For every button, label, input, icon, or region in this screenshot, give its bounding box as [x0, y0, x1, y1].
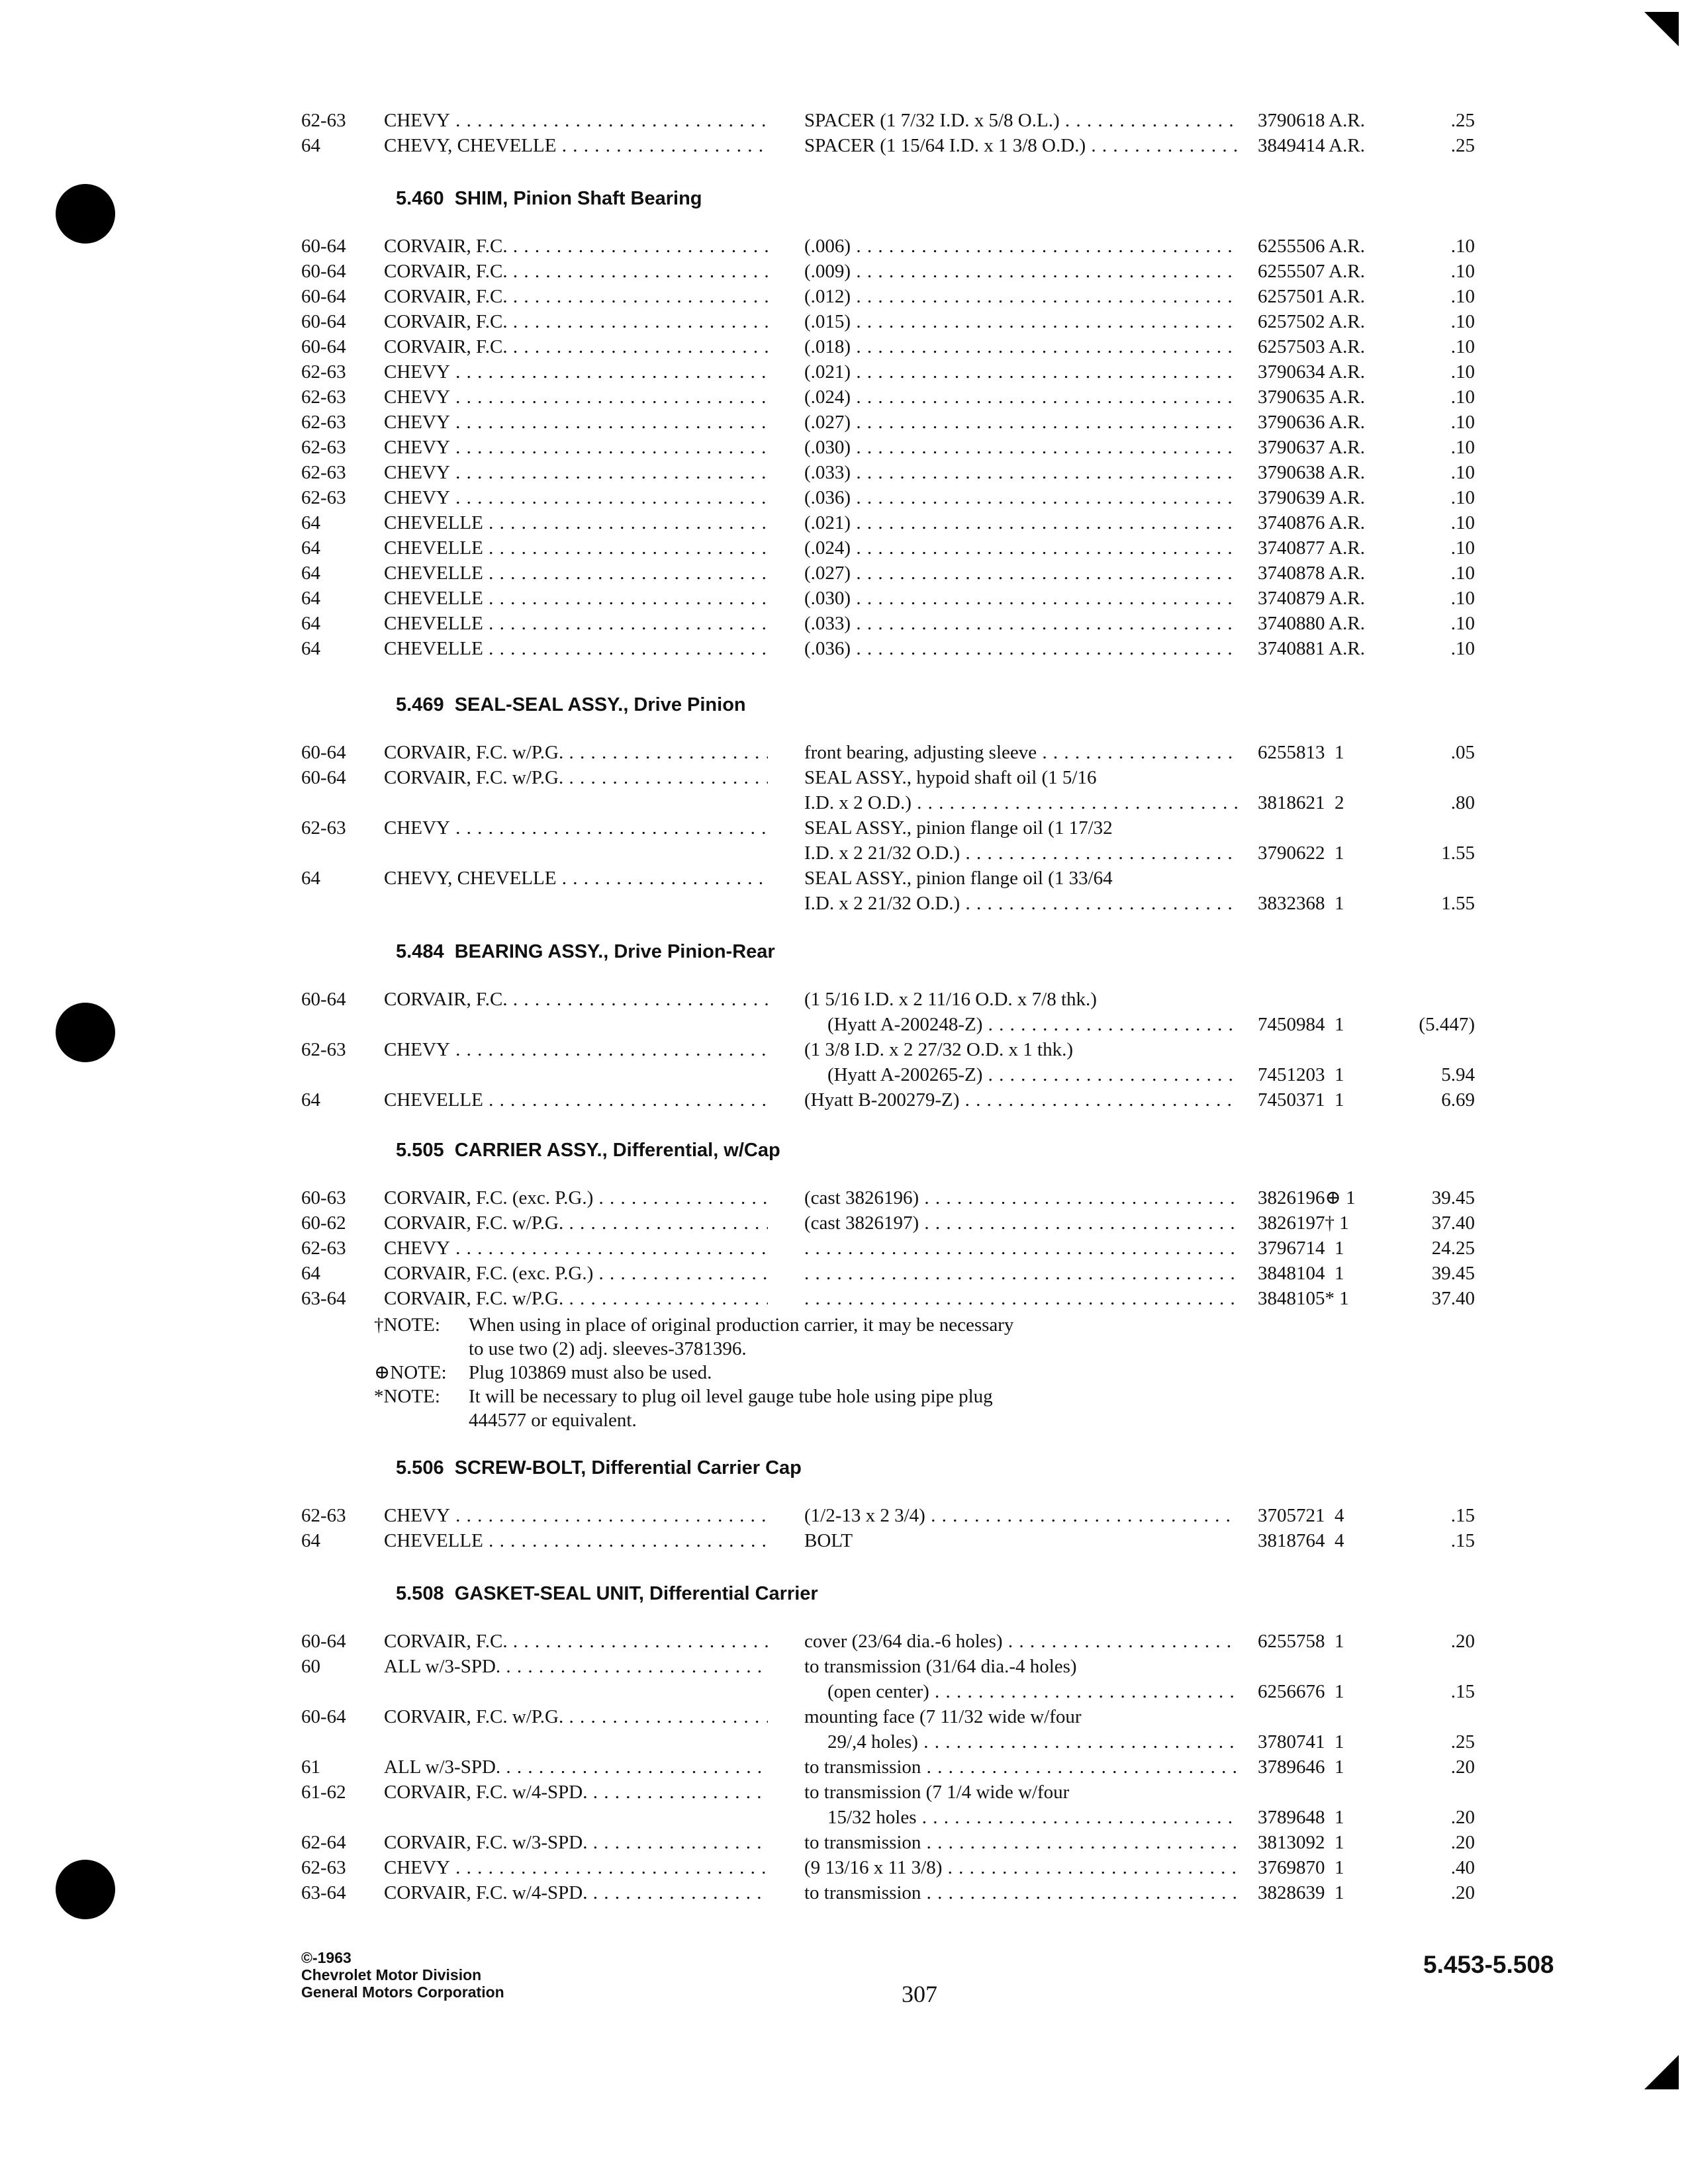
year-cell: 64	[301, 1530, 320, 1551]
model-cell: CHEVELLE . . .	[384, 635, 768, 662]
model-cell: ALL w/3-SPD. . . .	[384, 1653, 768, 1680]
model-cell: ALL w/3-SPD. . . .	[384, 1754, 768, 1780]
table-row	[0, 560, 1688, 586]
description-cell: (.012) . . .	[804, 283, 1238, 310]
table-row	[0, 585, 1688, 612]
year-cell: 64	[301, 1089, 320, 1111]
model-cell: CHEVY . . .	[384, 484, 768, 511]
year-cell: 60-64	[301, 336, 346, 357]
price-cell: .80	[1450, 792, 1475, 813]
description-cell: (1 3/8 I.D. x 2 27/32 O.D. x 1 thk.)	[804, 1039, 1073, 1060]
model-cell: CHEVY, CHEVELLE . . .	[384, 865, 768, 891]
year-cell: 62-63	[301, 1238, 346, 1259]
price-cell: .25	[1450, 1731, 1475, 1752]
section-heading: 5.469 SEAL-SEAL ASSY., Drive Pinion	[396, 694, 746, 715]
description-cell: I.D. x 2 21/32 O.D.) . . .	[804, 890, 1238, 917]
table-row	[0, 359, 1688, 385]
year-cell: 64	[301, 135, 320, 156]
part-number-cell: 3813092 1	[1258, 1832, 1344, 1853]
table-row	[0, 865, 1688, 891]
price-cell: .05	[1450, 742, 1475, 763]
price-cell: .10	[1450, 412, 1475, 433]
price-cell: 37.40	[1431, 1288, 1475, 1309]
part-number-cell: 3826197† 1	[1258, 1212, 1349, 1234]
year-cell: 62-63	[301, 387, 346, 408]
description-cell: 29/,4 holes) . . .	[827, 1729, 1238, 1755]
year-cell: 60-64	[301, 236, 346, 257]
table-row	[0, 1653, 1688, 1680]
price-cell: .15	[1450, 1530, 1475, 1551]
year-cell: 64	[301, 563, 320, 584]
table-row	[0, 233, 1688, 259]
model-cell: CHEVELLE . . .	[384, 510, 768, 536]
part-number-cell: 3789648 1	[1258, 1807, 1344, 1828]
price-cell: .10	[1450, 487, 1475, 508]
part-number-cell: 3705721 4	[1258, 1505, 1344, 1526]
table-row	[0, 1011, 1688, 1038]
year-cell: 64	[301, 868, 320, 889]
model-cell: CHEVY . . .	[384, 459, 768, 486]
table-row	[0, 1185, 1688, 1211]
table-row	[0, 258, 1688, 285]
model-cell: CHEVY . . .	[384, 107, 768, 134]
year-cell: 64	[301, 613, 320, 634]
description-cell	[804, 1235, 1238, 1261]
description-cell: (.021) . . .	[804, 359, 1238, 385]
year-cell: 60-62	[301, 1212, 346, 1234]
table-row	[0, 409, 1688, 435]
model-cell: CHEVY . . .	[384, 1502, 768, 1529]
part-number-cell: 3790635 A.R.	[1258, 387, 1365, 408]
price-cell: .10	[1450, 512, 1475, 533]
model-cell: CHEVELLE . . .	[384, 585, 768, 612]
note-text: It will be necessary to plug oil level gauge tube hole using pipe plug	[469, 1386, 993, 1407]
part-number-cell: 3790622 1	[1258, 842, 1344, 864]
price-cell: .10	[1450, 236, 1475, 257]
part-number-cell: 3789646 1	[1258, 1756, 1344, 1778]
year-cell: 62-63	[301, 361, 346, 383]
table-row	[0, 283, 1688, 310]
part-number-cell: 6257503 A.R.	[1258, 336, 1365, 357]
table-row	[0, 1062, 1688, 1088]
part-number-cell: 6255506 A.R.	[1258, 236, 1365, 257]
section-heading: 5.484 BEARING ASSY., Drive Pinion-Rear	[396, 941, 775, 962]
model-cell: CORVAIR, F.C. w/4-SPD. . . .	[384, 1779, 768, 1805]
price-cell: 24.25	[1431, 1238, 1475, 1259]
model-cell: CORVAIR, F.C. w/P.G. . . .	[384, 1285, 768, 1312]
corner-mark-top-right	[1644, 12, 1679, 46]
price-cell: .10	[1450, 613, 1475, 634]
year-cell: 63-64	[301, 1882, 346, 1903]
price-cell: .15	[1450, 1681, 1475, 1702]
model-cell: CHEVY . . .	[384, 1235, 768, 1261]
description-cell: SEAL ASSY., pinion flange oil (1 17/32	[804, 817, 1113, 839]
part-number-cell: 6256676 1	[1258, 1681, 1344, 1702]
price-cell: .20	[1450, 1882, 1475, 1903]
part-number-cell: 3740876 A.R.	[1258, 512, 1365, 533]
model-cell: CORVAIR, F.C. w/4-SPD. . . .	[384, 1880, 768, 1906]
description-cell: (.006) . . .	[804, 233, 1238, 259]
year-cell: 60-64	[301, 742, 346, 763]
year-cell: 64	[301, 638, 320, 659]
description-cell	[804, 1285, 1238, 1312]
table-row	[0, 1502, 1688, 1529]
price-cell: 37.40	[1431, 1212, 1475, 1234]
description-cell: SEAL ASSY., hypoid shaft oil (1 5/16	[804, 767, 1097, 788]
section-heading: 5.508 GASKET-SEAL UNIT, Differential Carrier	[396, 1583, 818, 1604]
description-cell: (cast 3826197) . . .	[804, 1210, 1238, 1236]
part-number-cell: 3849414 A.R.	[1258, 135, 1365, 156]
part-number-cell: 3790637 A.R.	[1258, 437, 1365, 458]
price-cell: .25	[1450, 110, 1475, 131]
table-row	[0, 132, 1688, 159]
description-cell: BOLT	[804, 1530, 853, 1551]
price-cell: .20	[1450, 1631, 1475, 1652]
description-cell: (1/2-13 x 2 3/4) . . .	[804, 1502, 1238, 1529]
description-cell: (open center) . . .	[827, 1678, 1238, 1705]
section-heading: 5.460 SHIM, Pinion Shaft Bearing	[396, 188, 702, 209]
price-cell: .10	[1450, 286, 1475, 307]
description-cell: front bearing, adjusting sleeve . . .	[804, 739, 1238, 766]
part-number-cell: 3790634 A.R.	[1258, 361, 1365, 383]
page-number: 307	[902, 1981, 937, 2007]
corner-mark-bottom-right	[1644, 2055, 1679, 2089]
model-cell: CORVAIR, F.C. (exc. P.G.) . . .	[384, 1260, 768, 1287]
part-number-cell: 6255507 A.R.	[1258, 261, 1365, 282]
table-row	[0, 510, 1688, 536]
price-cell: 39.45	[1431, 1187, 1475, 1208]
table-row	[0, 986, 1688, 1013]
description-cell: (.027) . . .	[804, 409, 1238, 435]
table-row	[0, 1754, 1688, 1780]
part-number-cell: 3848105* 1	[1258, 1288, 1349, 1309]
division-name: Chevrolet Motor Division	[301, 1966, 482, 1983]
table-row	[0, 739, 1688, 766]
table-row	[0, 790, 1688, 816]
table-row	[0, 1628, 1688, 1655]
part-number-cell: 3828639 1	[1258, 1882, 1344, 1903]
corporation-name: General Motors Corporation	[301, 1983, 504, 2001]
price-cell: .10	[1450, 537, 1475, 559]
model-cell: CORVAIR, F.C. . . .	[384, 283, 768, 310]
model-cell: CORVAIR, F.C. . . .	[384, 233, 768, 259]
model-cell: CHEVELLE . . .	[384, 560, 768, 586]
part-number-cell: 3740878 A.R.	[1258, 563, 1365, 584]
part-number-cell: 3790636 A.R.	[1258, 412, 1365, 433]
description-cell: (.015) . . .	[804, 308, 1238, 335]
table-row	[0, 459, 1688, 486]
table-row	[0, 815, 1688, 841]
table-row	[0, 1087, 1688, 1113]
description-cell: (.033) . . .	[804, 459, 1238, 486]
description-cell: SPACER (1 7/32 I.D. x 5/8 O.L.) . . .	[804, 107, 1238, 134]
table-row	[0, 1235, 1688, 1261]
model-cell: CORVAIR, F.C. . . .	[384, 1628, 768, 1655]
model-cell: CHEVY . . .	[384, 359, 768, 385]
price-cell: .40	[1450, 1857, 1475, 1878]
table-row	[0, 535, 1688, 561]
description-cell: SEAL ASSY., pinion flange oil (1 33/64	[804, 868, 1113, 889]
description-cell: cover (23/64 dia.-6 holes) . . .	[804, 1628, 1238, 1655]
model-cell: CORVAIR, F.C. w/3-SPD. . . .	[384, 1829, 768, 1856]
part-number-cell: 7450371 1	[1258, 1089, 1344, 1111]
note-text: When using in place of original production carrier, it may be necessary	[469, 1314, 1014, 1336]
description-cell: to transmission (31/64 dia.-4 holes)	[804, 1656, 1077, 1677]
table-row	[0, 1285, 1688, 1312]
table-row	[0, 384, 1688, 410]
description-cell: to transmission . . .	[804, 1880, 1238, 1906]
model-cell: CHEVELLE . . .	[384, 1527, 768, 1554]
price-cell: .10	[1450, 462, 1475, 483]
price-cell: 6.69	[1441, 1089, 1475, 1111]
year-cell: 61	[301, 1756, 320, 1778]
table-row	[0, 890, 1688, 917]
description-cell: SPACER (1 15/64 I.D. x 1 3/8 O.D.) . . .	[804, 132, 1238, 159]
year-cell: 60-64	[301, 767, 346, 788]
table-row	[0, 308, 1688, 335]
description-cell: I.D. x 2 21/32 O.D.) . . .	[804, 840, 1238, 866]
year-cell: 64	[301, 588, 320, 609]
price-cell: .10	[1450, 261, 1475, 282]
description-cell: (.021) . . .	[804, 510, 1238, 536]
year-cell: 60-64	[301, 989, 346, 1010]
description-cell: to transmission (7 1/4 wide w/four	[804, 1782, 1070, 1803]
note-label: ⊕NOTE:	[374, 1362, 447, 1383]
part-number-cell: 3826196⊕ 1	[1258, 1187, 1356, 1208]
year-cell: 62-63	[301, 437, 346, 458]
model-cell: CHEVY . . .	[384, 434, 768, 461]
note-text: to use two (2) adj. sleeves-3781396.	[469, 1338, 747, 1359]
model-cell: CHEVELLE . . .	[384, 535, 768, 561]
description-cell: (Hyatt A-200248-Z) . . .	[827, 1011, 1238, 1038]
part-number-cell: 3769870 1	[1258, 1857, 1344, 1878]
part-number-cell: 3790639 A.R.	[1258, 487, 1365, 508]
description-cell: (1 5/16 I.D. x 2 11/16 O.D. x 7/8 thk.)	[804, 989, 1097, 1010]
table-row	[0, 107, 1688, 134]
price-cell: .10	[1450, 563, 1475, 584]
section-range: 5.453-5.508	[1423, 1951, 1554, 1978]
model-cell: CORVAIR, F.C. w/P.G. . . .	[384, 1704, 768, 1730]
table-row	[0, 840, 1688, 866]
price-cell: .15	[1450, 1505, 1475, 1526]
section-heading: 5.505 CARRIER ASSY., Differential, w/Cap	[396, 1140, 780, 1161]
part-number-cell: 7451203 1	[1258, 1064, 1344, 1085]
year-cell: 63-64	[301, 1288, 346, 1309]
price-cell: .20	[1450, 1832, 1475, 1853]
model-cell: CORVAIR, F.C. . . .	[384, 334, 768, 360]
description-cell: (.030) . . .	[804, 585, 1238, 612]
table-row	[0, 1779, 1688, 1805]
table-row	[0, 334, 1688, 360]
description-cell: (.024) . . .	[804, 384, 1238, 410]
year-cell: 62-63	[301, 412, 346, 433]
model-cell: CORVAIR, F.C. w/P.G. . . .	[384, 739, 768, 766]
table-row	[0, 1704, 1688, 1730]
table-row	[0, 1829, 1688, 1856]
year-cell: 60-64	[301, 261, 346, 282]
model-cell: CHEVY . . .	[384, 409, 768, 435]
note-label: †NOTE:	[374, 1314, 440, 1336]
description-cell: to transmission . . .	[804, 1754, 1238, 1780]
price-cell: .20	[1450, 1807, 1475, 1828]
part-number-cell: 3796714 1	[1258, 1238, 1344, 1259]
year-cell: 60-64	[301, 1631, 346, 1652]
table-row	[0, 1210, 1688, 1236]
part-number-cell: 3818621 2	[1258, 792, 1344, 813]
year-cell: 61-62	[301, 1782, 346, 1803]
part-number-cell: 3848104 1	[1258, 1263, 1344, 1284]
part-number-cell: 3740879 A.R.	[1258, 588, 1365, 609]
description-cell: (Hyatt B-200279-Z) . . .	[804, 1087, 1238, 1113]
part-number-cell: 3790638 A.R.	[1258, 462, 1365, 483]
price-cell: .10	[1450, 387, 1475, 408]
price-cell: .10	[1450, 638, 1475, 659]
part-number-cell: 6255758 1	[1258, 1631, 1344, 1652]
price-cell: .20	[1450, 1756, 1475, 1778]
description-cell: (9 13/16 x 11 3/8) . . .	[804, 1854, 1238, 1881]
year-cell: 64	[301, 512, 320, 533]
year-cell: 62-63	[301, 487, 346, 508]
table-row	[0, 1854, 1688, 1881]
year-cell: 62-64	[301, 1832, 346, 1853]
year-cell: 62-63	[301, 1039, 346, 1060]
description-cell: (cast 3826196) . . .	[804, 1185, 1238, 1211]
price-cell: .10	[1450, 361, 1475, 383]
table-row	[0, 1678, 1688, 1705]
table-row	[0, 1260, 1688, 1287]
price-cell: .10	[1450, 311, 1475, 332]
note-text: Plug 103869 must also be used.	[469, 1362, 712, 1383]
table-row	[0, 635, 1688, 662]
description-cell: (.036) . . .	[804, 484, 1238, 511]
section-heading: 5.506 SCREW-BOLT, Differential Carrier Cap	[396, 1457, 802, 1479]
part-number-cell: 3832368 1	[1258, 893, 1344, 914]
model-cell: CORVAIR, F.C. w/P.G. . . .	[384, 764, 768, 791]
year-cell: 60-64	[301, 286, 346, 307]
table-row	[0, 1880, 1688, 1906]
description-cell: (.024) . . .	[804, 535, 1238, 561]
model-cell: CORVAIR, F.C. w/P.G. . . .	[384, 1210, 768, 1236]
model-cell: CHEVY . . .	[384, 1036, 768, 1063]
price-cell: 39.45	[1431, 1263, 1475, 1284]
price-cell: .10	[1450, 588, 1475, 609]
model-cell: CHEVELLE . . .	[384, 1087, 768, 1113]
table-row	[0, 434, 1688, 461]
table-row	[0, 1527, 1688, 1554]
price-cell: 1.55	[1441, 842, 1475, 864]
description-cell: to transmission . . .	[804, 1829, 1238, 1856]
model-cell: CHEVY . . .	[384, 815, 768, 841]
model-cell: CHEVY . . .	[384, 384, 768, 410]
part-number-cell: 6257502 A.R.	[1258, 311, 1365, 332]
table-row	[0, 1804, 1688, 1831]
year-cell: 60-64	[301, 1706, 346, 1727]
table-row	[0, 764, 1688, 791]
year-cell: 60-64	[301, 311, 346, 332]
year-cell: 62-63	[301, 1505, 346, 1526]
table-row	[0, 1729, 1688, 1755]
model-cell: CORVAIR, F.C. (exc. P.G.) . . .	[384, 1185, 768, 1211]
note-label: *NOTE:	[374, 1386, 440, 1407]
description-cell: I.D. x 2 O.D.) . . .	[804, 790, 1238, 816]
description-cell	[804, 1260, 1238, 1287]
year-cell: 64	[301, 537, 320, 559]
year-cell: 62-63	[301, 817, 346, 839]
price-cell: .10	[1450, 336, 1475, 357]
description-cell: (Hyatt A-200265-Z) . . .	[827, 1062, 1238, 1088]
table-row	[0, 610, 1688, 637]
model-cell: CHEVELLE . . .	[384, 610, 768, 637]
model-cell: CHEVY . . .	[384, 1854, 768, 1881]
description-cell: (.036) . . .	[804, 635, 1238, 662]
part-number-cell: 3790618 A.R.	[1258, 110, 1365, 131]
model-cell: CORVAIR, F.C. . . .	[384, 308, 768, 335]
part-number-cell: 6257501 A.R.	[1258, 286, 1365, 307]
description-cell: (.033) . . .	[804, 610, 1238, 637]
year-cell: 60	[301, 1656, 320, 1677]
description-cell: (.009) . . .	[804, 258, 1238, 285]
model-cell: CHEVY, CHEVELLE . . .	[384, 132, 768, 159]
description-cell: (.030) . . .	[804, 434, 1238, 461]
price-cell: 1.55	[1441, 893, 1475, 914]
copyright-year: ©-1963	[301, 1949, 352, 1966]
part-number-cell: 3818764 4	[1258, 1530, 1344, 1551]
year-cell: 60-63	[301, 1187, 346, 1208]
description-cell: 15/32 holes . . .	[827, 1804, 1238, 1831]
description-cell: (.027) . . .	[804, 560, 1238, 586]
note-text: 444577 or equivalent.	[469, 1410, 637, 1431]
part-number-cell: 3740880 A.R.	[1258, 613, 1365, 634]
price-cell: .10	[1450, 437, 1475, 458]
price-cell: 5.94	[1441, 1064, 1475, 1085]
description-cell: (.018) . . .	[804, 334, 1238, 360]
model-cell: CORVAIR, F.C. . . .	[384, 986, 768, 1013]
part-number-cell: 6255813 1	[1258, 742, 1344, 763]
table-row	[0, 484, 1688, 511]
table-row	[0, 1036, 1688, 1063]
year-cell: 62-63	[301, 110, 346, 131]
model-cell: CORVAIR, F.C. . . .	[384, 258, 768, 285]
year-cell: 62-63	[301, 1857, 346, 1878]
description-cell: mounting face (7 11/32 wide w/four	[804, 1706, 1082, 1727]
year-cell: 62-63	[301, 462, 346, 483]
part-number-cell: 3780741 1	[1258, 1731, 1344, 1752]
price-cell: .25	[1450, 135, 1475, 156]
part-number-cell: 7450984 1	[1258, 1014, 1344, 1035]
part-number-cell: 3740877 A.R.	[1258, 537, 1365, 559]
part-number-cell: 3740881 A.R.	[1258, 638, 1365, 659]
year-cell: 64	[301, 1263, 320, 1284]
copyright-block	[301, 1949, 504, 2001]
price-cell: (5.447)	[1419, 1014, 1475, 1035]
